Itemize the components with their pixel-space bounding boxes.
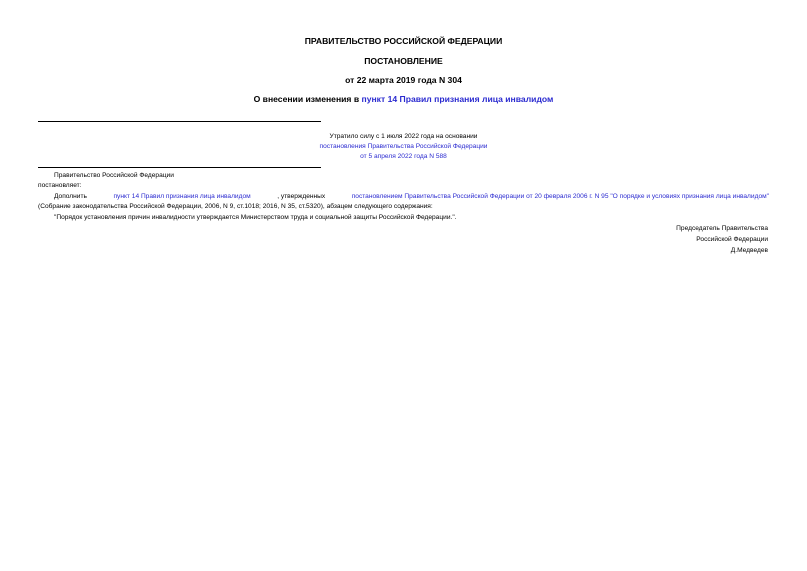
signature-position-line-1: Председатель Правительства — [676, 225, 768, 232]
signature-position-line-2: Российской Федерации — [696, 236, 768, 243]
notice-link-decree[interactable]: постановления Правительства Российской Федерации — [319, 143, 488, 150]
divider-bottom — [38, 167, 321, 168]
notice-line-1: Утратило силу с 1 июля 2022 года на основании — [329, 133, 478, 140]
paragraph-2-line-2: (Собрание законодательства Российской Федерации, 2006, N 9, ст.1018; 2016, N 35, ст.5320), абзацем следующего содержания: — [38, 203, 433, 210]
paragraph-2-word: Дополнить — [54, 193, 87, 200]
date-number-heading: от 22 марта 2019 года N 304 — [345, 75, 462, 85]
title-prefix: О внесении изменения в — [253, 94, 362, 104]
document-title — [0, 94, 807, 105]
paragraph-3: "Порядок установления причин инвалидности утверждается Министерством труда и социальной защиты Российской Федерации.". — [54, 214, 457, 221]
title-link[interactable]: пункт 14 Правил признания лица инвалидом — [361, 94, 554, 104]
paragraph-2-line-1 — [54, 192, 769, 202]
paragraph-1-line-2: постановляет: — [38, 182, 82, 189]
paragraph-2-text: , утвержденных — [277, 193, 326, 200]
notice-link-date[interactable]: от 5 апреля 2022 года N 588 — [360, 153, 447, 160]
issuer-heading: ПРАВИТЕЛЬСТВО РОССИЙСКОЙ ФЕДЕРАЦИИ — [304, 36, 503, 46]
doc-type-heading: ПОСТАНОВЛЕНИЕ — [364, 56, 443, 66]
decree-95-link[interactable]: постановлением Правительства Российской Федерации от 20 февраля 2006 г. N 95 "О порядке и условиях признания лица инвалидом" — [351, 193, 769, 200]
paragraph-1-line-1: Правительство Российской Федерации — [54, 172, 174, 179]
rule-14-link[interactable]: пункт 14 Правил признания лица инвалидом — [113, 193, 251, 200]
divider-top — [38, 121, 321, 122]
signature-name: Д.Медведев — [730, 247, 768, 254]
